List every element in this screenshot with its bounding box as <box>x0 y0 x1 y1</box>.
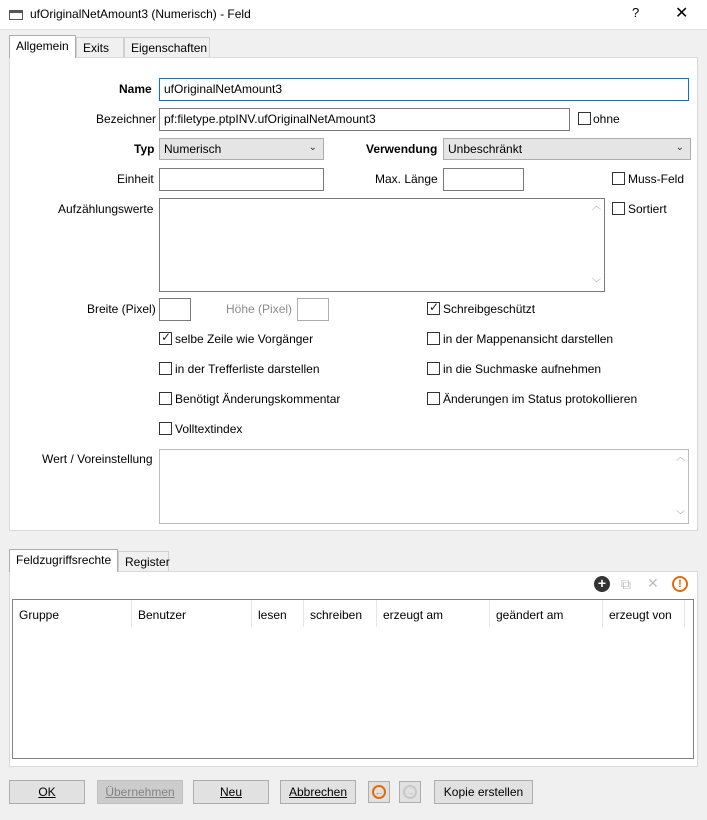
hoehe-input[interactable] <box>297 298 329 321</box>
aenderungskommentar-label: Benötigt Änderungskommentar <box>175 392 341 406</box>
sortiert-checkbox[interactable] <box>612 202 625 215</box>
close-button[interactable]: ✕ <box>675 5 689 22</box>
ok-button[interactable] <box>9 780 85 804</box>
column-header-lesen[interactable]: lesen <box>252 600 304 627</box>
window-icon <box>9 10 23 20</box>
access-rights-table[interactable] <box>12 599 694 759</box>
ohne-checkbox[interactable] <box>578 112 591 125</box>
aenderungskommentar-checkbox[interactable] <box>159 392 172 405</box>
column-header-gruppe[interactable]: Gruppe <box>13 600 132 627</box>
ohne-label: ohne <box>593 112 620 126</box>
neu-button[interactable] <box>193 780 269 804</box>
verwendung-label: Verwendung <box>366 142 438 156</box>
volltextindex-checkbox[interactable] <box>159 422 172 435</box>
neu-button-label: Neu <box>219 785 242 799</box>
edit-icon[interactable]: ⧉ <box>621 576 631 592</box>
bezeichner-input[interactable]: pf:filetype.ptpINV.ufOriginalNetAmount3 <box>159 108 570 131</box>
tab-feldzugriffsrechte[interactable]: Feldzugriffsrechte <box>9 549 118 572</box>
kopie-erstellen-button[interactable]: Kopie erstellen <box>434 780 533 804</box>
window-title: ufOriginalNetAmount3 (Numerisch) - Feld <box>30 7 251 21</box>
schreibgeschuetzt-label: Schreibgeschützt <box>443 302 536 316</box>
tab-exits[interactable]: Exits <box>76 37 124 58</box>
help-button[interactable]: ? <box>632 5 640 20</box>
abbrechen-button[interactable] <box>280 780 356 804</box>
hoehe-label: Höhe (Pixel) <box>226 302 293 316</box>
abbrechen-button-label: Abbrechen <box>288 785 348 799</box>
muss-feld-checkbox[interactable] <box>612 172 625 185</box>
wert-textarea[interactable] <box>159 449 689 524</box>
trefferliste-checkbox[interactable] <box>159 362 172 375</box>
scroll-down-icon[interactable]: ﹀ <box>592 278 602 288</box>
tab-eigenschaften[interactable]: Eigenschaften <box>124 37 210 58</box>
warning-icon[interactable]: ! <box>672 576 688 592</box>
volltextindex-label: Volltextindex <box>175 422 243 436</box>
suchmaske-checkbox[interactable] <box>427 362 440 375</box>
verwendung-select-value: Unbeschränkt <box>448 142 523 156</box>
chevron-down-icon: ⌄ <box>675 142 684 153</box>
column-header-erzeugt-am[interactable]: erzeugt am <box>377 600 490 627</box>
uebernehmen-button[interactable] <box>97 780 183 804</box>
max-laenge-input[interactable] <box>443 168 524 191</box>
typ-select-value: Numerisch <box>164 142 222 156</box>
uebernehmen-button-label: Übernehmen <box>105 785 175 799</box>
column-header-benutzer[interactable]: Benutzer <box>132 600 252 627</box>
aufzaehlungswerte-label: Aufzählungswerte <box>58 202 154 216</box>
mappenansicht-label: in der Mappenansicht darstellen <box>443 332 614 346</box>
status-protokollieren-checkbox[interactable] <box>427 392 440 405</box>
column-header-geaendert-am[interactable]: geändert am <box>490 600 603 627</box>
next-button[interactable] <box>399 781 421 803</box>
suchmaske-label: in die Suchmaske aufnehmen <box>443 362 602 376</box>
einheit-input[interactable] <box>159 168 324 191</box>
breite-label: Breite (Pixel) <box>87 302 156 316</box>
column-header-erzeugt-von[interactable]: erzeugt von <box>603 600 685 627</box>
name-label: Name <box>119 82 152 96</box>
scroll-up-icon[interactable]: ︿ <box>676 452 686 462</box>
bezeichner-label: Bezeichner <box>96 112 157 126</box>
scroll-up-icon[interactable]: ︿ <box>592 201 602 211</box>
scroll-down-icon[interactable]: ﹀ <box>676 510 686 520</box>
breite-input[interactable] <box>159 298 191 321</box>
wert-label: Wert / Voreinstellung <box>42 452 153 466</box>
ok-button-label: OK <box>38 785 56 799</box>
trefferliste-label: in der Trefferliste darstellen <box>175 362 320 376</box>
schreibgeschuetzt-checkbox[interactable] <box>427 302 440 315</box>
add-icon[interactable]: + <box>594 576 610 592</box>
tab-allgemein[interactable]: Allgemein <box>9 35 76 58</box>
einheit-label: Einheit <box>117 172 154 186</box>
muss-feld-label: Muss-Feld <box>628 172 685 186</box>
column-header-schreiben[interactable]: schreiben <box>304 600 377 627</box>
delete-icon[interactable]: ✕ <box>647 575 659 591</box>
typ-label: Typ <box>134 142 155 156</box>
arrow-right-icon: → <box>403 785 417 799</box>
arrow-left-icon: ← <box>372 785 386 799</box>
selbe-zeile-label: selbe Zeile wie Vorgänger <box>175 332 314 346</box>
typ-select[interactable] <box>159 138 324 160</box>
aufzaehlungswerte-textarea[interactable] <box>159 198 605 292</box>
mappenansicht-checkbox[interactable] <box>427 332 440 345</box>
status-protokollieren-label: Änderungen im Status protokollieren <box>443 392 638 406</box>
sortiert-label: Sortiert <box>628 202 667 216</box>
selbe-zeile-checkbox[interactable] <box>159 332 172 345</box>
max-laenge-label: Max. Länge <box>375 172 438 186</box>
name-input[interactable]: ufOriginalNetAmount3 <box>159 78 689 101</box>
previous-button[interactable] <box>368 781 390 803</box>
tab-register[interactable]: Register <box>118 551 169 572</box>
verwendung-select[interactable] <box>443 138 691 160</box>
chevron-down-icon: ⌄ <box>308 142 317 153</box>
